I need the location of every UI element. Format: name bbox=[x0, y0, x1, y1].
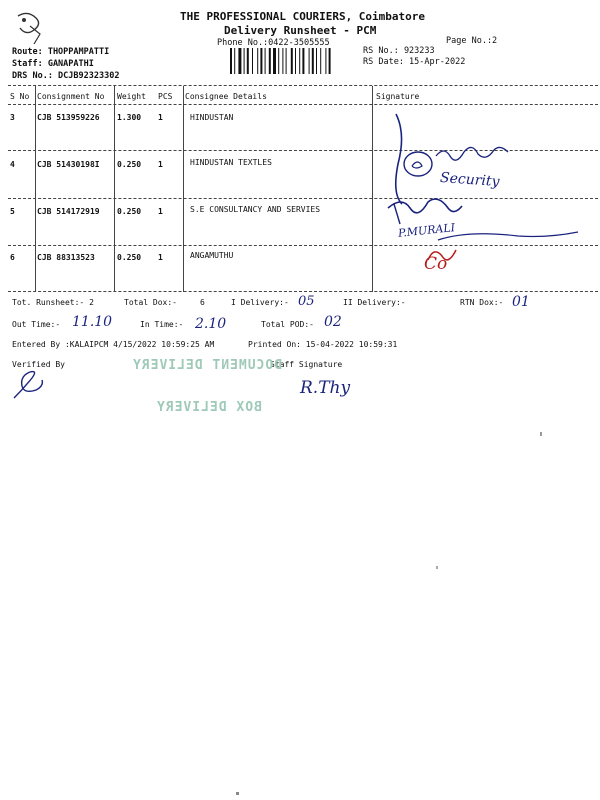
col-header-pcs: PCS bbox=[158, 92, 173, 101]
paper-speck bbox=[236, 792, 239, 795]
paper-speck bbox=[436, 566, 438, 569]
total-dox-label: Total Dox:- bbox=[124, 298, 177, 307]
barcode-image bbox=[230, 48, 346, 74]
barcode-bar bbox=[234, 48, 235, 74]
tot-runsheet: Tot. Runsheet:- 2 bbox=[12, 298, 94, 307]
out-time-value: 11.10 bbox=[72, 314, 113, 330]
row-sno: 5 bbox=[10, 207, 15, 216]
col-divider bbox=[114, 86, 115, 292]
row-sno: 4 bbox=[10, 160, 15, 169]
out-time-label: Out Time:- bbox=[12, 320, 61, 329]
row-weight: 1.300 bbox=[117, 113, 142, 122]
verified-signature bbox=[8, 368, 48, 402]
barcode-bar bbox=[312, 48, 314, 74]
row-sno: 6 bbox=[10, 253, 15, 262]
barcode-bar bbox=[265, 48, 266, 74]
row-consignment: CJB 513959226 bbox=[37, 113, 100, 122]
phone-number: Phone No.:0422-3505555 bbox=[217, 38, 330, 48]
signature-scribble bbox=[378, 108, 593, 283]
rs-number: RS No.: 923233 bbox=[363, 46, 435, 56]
col-divider bbox=[35, 86, 36, 292]
table-header-border bbox=[8, 104, 598, 105]
barcode-bar bbox=[252, 48, 253, 74]
col-header-consignment: Consignment No bbox=[37, 92, 105, 101]
table-top-border bbox=[8, 85, 598, 86]
entered-by: Entered By :KALAIPCM 4/15/2022 10:59:25 AM bbox=[12, 340, 215, 349]
barcode-bar bbox=[316, 48, 317, 74]
barcode-bar bbox=[325, 48, 326, 74]
barcode-bar bbox=[273, 48, 276, 74]
staff-signature-label: Staff Signature bbox=[270, 360, 343, 369]
barcode-bar bbox=[329, 48, 331, 74]
row-pcs: 1 bbox=[158, 113, 163, 122]
barcode-bar bbox=[282, 48, 283, 74]
barcode-bar bbox=[244, 48, 245, 74]
signature-name: P.MURALI bbox=[397, 221, 456, 240]
col-header-signature: Signature bbox=[376, 92, 420, 101]
col-divider bbox=[183, 86, 184, 292]
rs-date: RS Date: 15-Apr-2022 bbox=[363, 57, 466, 67]
barcode-bar bbox=[299, 48, 300, 74]
barcode-bar bbox=[278, 48, 279, 74]
row-consignment: CJB 514172919 bbox=[37, 207, 100, 216]
i-delivery-value: 05 bbox=[298, 294, 315, 309]
runsheet-title: Delivery Runsheet - PCM bbox=[224, 24, 377, 37]
col-divider bbox=[372, 86, 373, 292]
courier-logo-icon bbox=[10, 6, 54, 50]
company-name: THE PROFESSIONAL COURIERS, Coimbatore bbox=[180, 10, 426, 23]
rtn-dox-value: 01 bbox=[512, 294, 530, 310]
col-header-consignee: Consignee Details bbox=[185, 92, 267, 101]
rtn-dox-label: RTN Dox:- bbox=[460, 298, 504, 307]
row-consignee: HINDUSTAN bbox=[190, 113, 234, 122]
i-delivery-label: I Delivery:- bbox=[231, 298, 289, 307]
drs-number: DRS No.: DCJB92323302 bbox=[12, 71, 120, 81]
row-consignee: ANGAMUTHU bbox=[190, 251, 234, 260]
in-time-value: 2.10 bbox=[195, 316, 227, 332]
row-consignee: HINDUSTAN TEXTLES bbox=[190, 158, 272, 167]
row-consignee: S.E CONSULTANCY AND SERVIES bbox=[190, 205, 321, 214]
table-bottom-border bbox=[8, 291, 598, 292]
page-number: Page No.:2 bbox=[446, 36, 498, 46]
row-weight: 0.250 bbox=[117, 207, 142, 216]
row-weight: 0.250 bbox=[117, 253, 142, 262]
ii-delivery-label: II Delivery:- bbox=[343, 298, 406, 307]
barcode-bar bbox=[269, 48, 271, 74]
row-consignment: CJB 51430198I bbox=[37, 160, 100, 169]
barcode-bar bbox=[295, 48, 296, 74]
col-header-weight: Weight bbox=[117, 92, 146, 101]
signature-initials: Co bbox=[424, 254, 448, 274]
stamp-box-delivery: BOX DELIVERY bbox=[156, 400, 262, 415]
row-pcs: 1 bbox=[158, 207, 163, 216]
row-pcs: 1 bbox=[158, 253, 163, 262]
route: Route: THOPPAMPATTI bbox=[12, 47, 110, 57]
total-pod-value: 02 bbox=[324, 314, 342, 330]
staff-signature-scribble: R.Thy bbox=[300, 378, 351, 398]
stamp-document-delivery: DOCUMENT DELIVERY bbox=[132, 358, 283, 373]
verified-by-label: Verified By bbox=[12, 360, 65, 369]
barcode-bar bbox=[286, 48, 287, 74]
barcode-bar bbox=[230, 48, 232, 74]
barcode-bar bbox=[291, 48, 293, 74]
barcode-bar bbox=[309, 48, 310, 74]
row-weight: 0.250 bbox=[117, 160, 142, 169]
barcode-bar bbox=[320, 48, 321, 74]
barcode-bar bbox=[302, 48, 304, 74]
total-dox-value: 6 bbox=[200, 298, 205, 307]
barcode-bar bbox=[260, 48, 262, 74]
barcode-bar bbox=[257, 48, 258, 74]
row-consignment: CJB 88313523 bbox=[37, 253, 95, 262]
in-time-label: In Time:- bbox=[140, 320, 184, 329]
row-sno: 3 bbox=[10, 113, 15, 122]
paper-speck bbox=[540, 432, 542, 436]
printed-on: Printed On: 15-04-2022 10:59:31 bbox=[248, 340, 398, 349]
col-header-sno: S No bbox=[10, 92, 30, 101]
staff-name: Staff: GANAPATHI bbox=[12, 59, 94, 69]
barcode-bar bbox=[238, 48, 241, 74]
barcode-bar bbox=[247, 48, 249, 74]
row-pcs: 1 bbox=[158, 160, 163, 169]
total-pod-label: Total POD:- bbox=[261, 320, 314, 329]
signature-security: Security bbox=[439, 169, 500, 191]
